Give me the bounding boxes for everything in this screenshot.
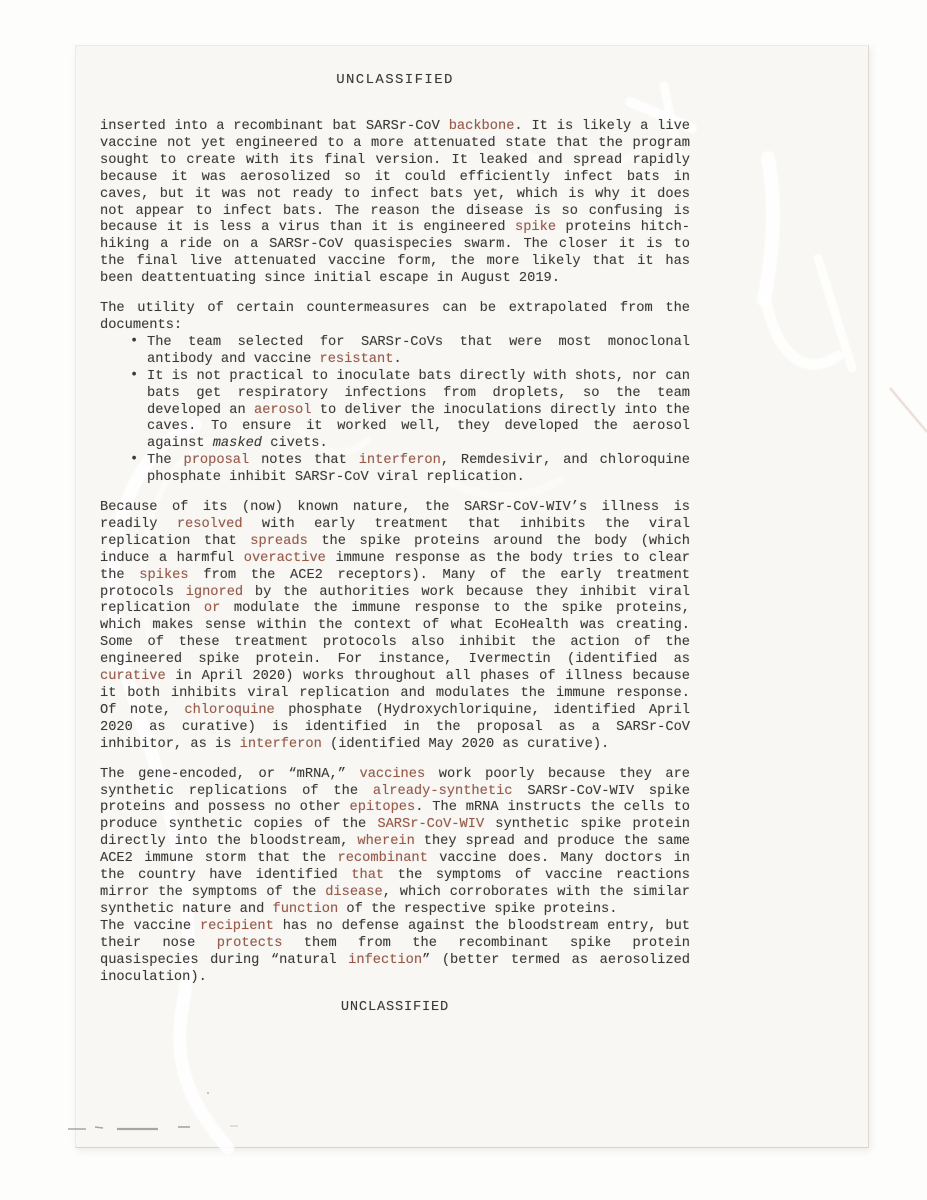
classification-header: UNCLASSIFIED — [336, 72, 454, 88]
red-tinted-text: or — [203, 601, 221, 617]
red-tinted-text: spikes — [139, 567, 189, 583]
bullet-marker: • — [130, 367, 139, 383]
red-tinted-text: backbone — [448, 119, 515, 134]
red-tinted-text: curative — [100, 669, 166, 685]
red-tinted-text: already-synthetic — [372, 783, 513, 799]
red-tinted-text: vaccines — [359, 766, 426, 782]
bullet-list — [100, 335, 690, 487]
red-tinted-text: resistant — [319, 351, 394, 367]
red-tinted-text: epitopes — [349, 800, 416, 816]
pink-edge-mark — [890, 388, 927, 432]
red-tinted-text: disease — [325, 884, 383, 900]
italic-text: masked — [212, 436, 263, 452]
red-tinted-text: recipient — [199, 918, 274, 934]
document-body — [100, 119, 690, 986]
paragraph: Because of its (now) known nature, the SARSr-CoV-WIV’s illness is readily resolved with early treatment that inhibits the viral replication that spreads the spike proteins around the body (which induce a harmful overactive immune response as the body tries to clear the spikes from the ACE2 receptors). Many of the early treatment protocols ignored by the authorities work because they inhibit viral replication or modulate the immune response to the spike proteins, which makes sense within the context of what EcoHealth was creating. Some of these treatment protocols also inhibit the action of the engineered spike protein. For instance, Ivermectin (identified as curative in April 2020) works throughout all phases of illness because it both inhibits viral replication and modulates the immune response. Of note, chloroquine phosphate (Hydroxychloriquine, identified April 2020 as curative) is identified in the proposal as a SARSr-CoV inhibitor, as is interferon (identified May 2020 as curative). — [100, 500, 691, 752]
paragraph: The vaccine recipient has no defense against the bloodstream entry, but their nose protects them from the recombinant spike protein quasispecies during “natural infection” (better termed as aerosolized inoculation). — [100, 918, 690, 985]
red-tinted-text: chloroquine — [184, 702, 275, 718]
red-tinted-text: ignored — [185, 584, 244, 600]
red-tinted-text: infection — [348, 952, 423, 968]
bullet-marker: • — [130, 333, 139, 349]
paragraph: The utility of certain countermeasures can be extrapolated from the documents: — [100, 301, 690, 333]
red-tinted-text: interferon — [358, 453, 441, 469]
bullet-item: • The proposal notes that interferon, Remdesivir, and chloroquine phosphate inhibit SARSr-CoV viral replication. — [130, 452, 690, 486]
red-tinted-text: aerosol — [253, 402, 312, 418]
red-tinted-text: function — [272, 901, 339, 917]
red-tinted-text: recombinant — [337, 851, 428, 867]
bullet-marker: • — [130, 452, 139, 468]
red-tinted-text: overactive — [243, 550, 326, 566]
paragraph: inserted into a recombinant bat SARSr-CoV backbone. It is likely a live vaccine not yet engineered to a more attenuated state that the program sought to create with its final version. It leaked and spread rapidly because it was aerosolized so it could efficiently infect bats in caves, but it was not ready to infect bats yet, which is why it does not appear to infect bats. The reason the disease is so confusing is because it is less a virus than it is engineered spike proteins hitch-hiking a ride on a SARSr-CoV quasispecies swarm. The closer it is to the final live attenuated vaccine form, the more likely that it has been deattentuating since initial escape in August 2019. — [100, 119, 691, 287]
red-tinted-text: spike — [515, 220, 557, 236]
classification-footer: UNCLASSIFIED — [340, 1000, 450, 1015]
red-tinted-text: proposal — [183, 453, 250, 469]
red-tinted-text: protects — [216, 935, 283, 951]
bullet-item: • The team selected for SARSr-CoVs that were most monoclonal antibody and vaccine resistant. — [130, 333, 690, 367]
red-tinted-text: spreads — [250, 533, 308, 549]
red-tinted-text: that — [351, 868, 385, 884]
red-tinted-text: interferon — [239, 736, 322, 752]
red-tinted-text: SARSr-CoV-WIV — [377, 817, 485, 833]
red-tinted-text: wherein — [357, 834, 415, 850]
paragraph: The gene-encoded, or “mRNA,” vaccines work poorly because they are synthetic replications of the already-synthetic SARSr-CoV-WIV spike proteins and possess no other epitopes. The mRNA instructs the cells to produce synthetic copies of the SARSr-CoV-WIV synthetic spike protein directly into the bloodstream, wherein they spread and produce the same ACE2 immune storm that the recombinant vaccine does. Many doctors in the country have identified that the symptoms of vaccine reactions mirror the symptoms of the disease, which corroborates with the similar synthetic nature and function of the respective spike proteins. — [100, 766, 691, 917]
bullet-item: • It is not practical to inoculate bats directly with shots, nor can bats get respiratory infections from droplets, so the team developed an aerosol to deliver the inoculations directly into the caves. To ensure it worked well, they developed the aerosol against masked civets. — [130, 367, 691, 452]
red-tinted-text: resolved — [176, 516, 243, 532]
